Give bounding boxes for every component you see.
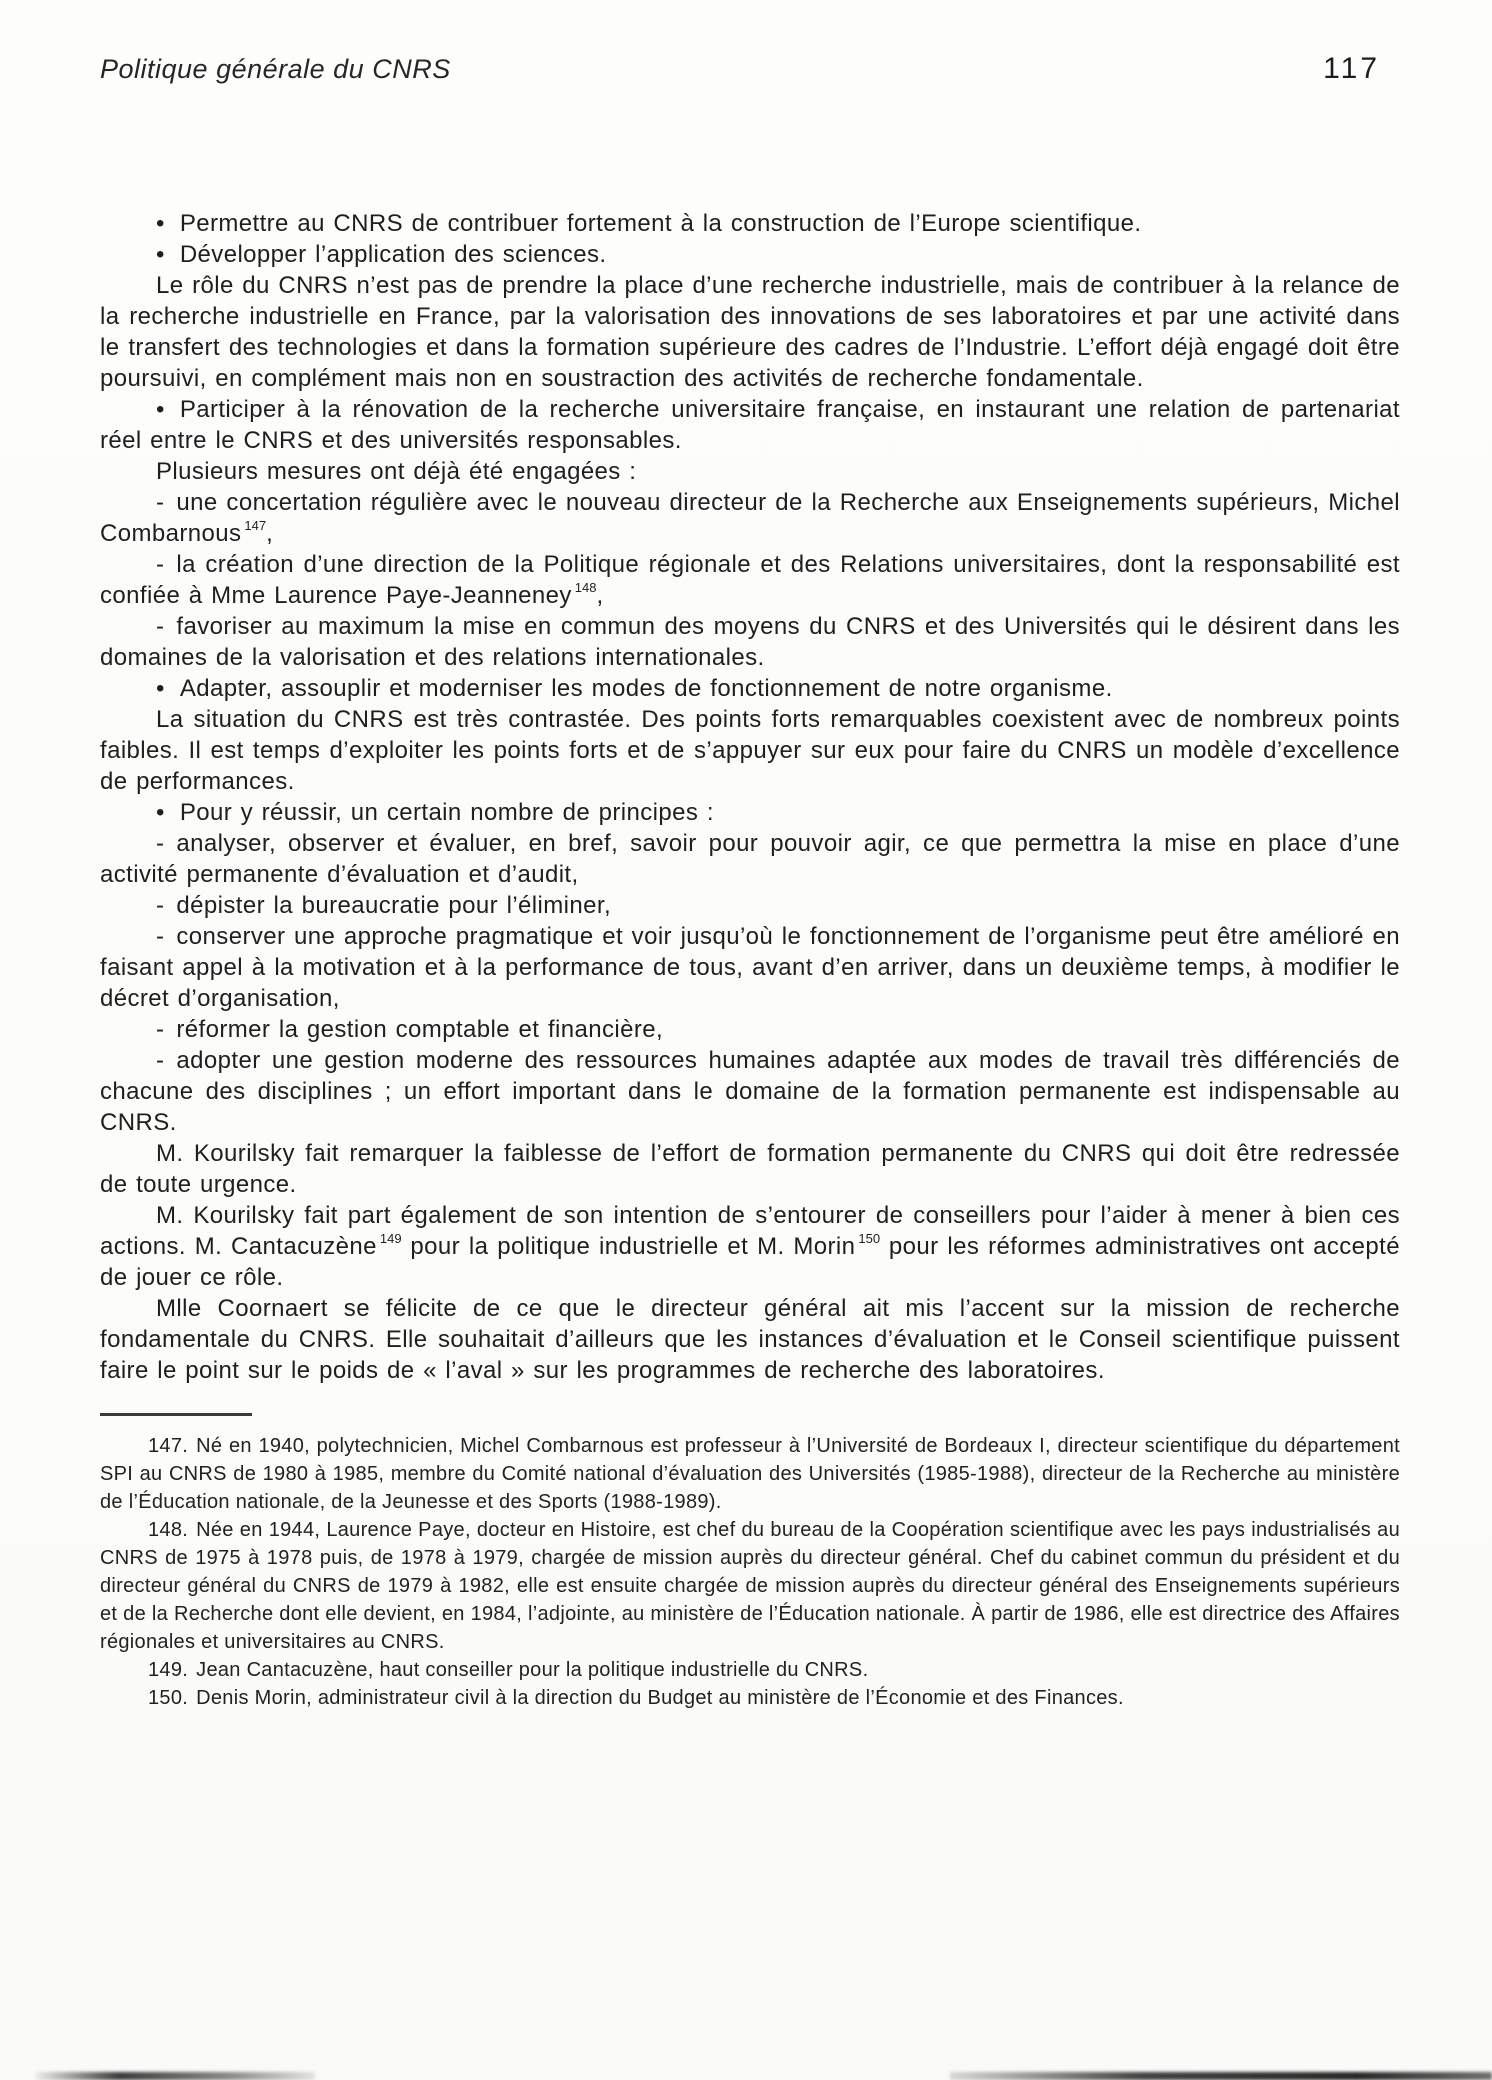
footnotes	[100, 1432, 1400, 1712]
footnote-ref: 148	[574, 580, 597, 595]
text-run: ,	[266, 520, 274, 547]
paragraph	[100, 797, 1400, 828]
text-run: favoriser au maximum la mise en commun des moyens du CNRS et des Universités qui le désirent dans les domaines de la valorisation et des relations internationales.	[100, 613, 1400, 671]
paragraph	[100, 270, 1400, 394]
footnote-text: Denis Morin, administrateur civil à la direction du Budget au ministère de l’Économie et des Finances.	[196, 1687, 1124, 1709]
bullet-marker: •	[156, 241, 165, 268]
text-run: ,	[596, 582, 604, 609]
body-text	[100, 208, 1400, 1386]
paragraph	[100, 456, 1400, 487]
footnote-ref: 147	[244, 518, 267, 533]
footnote	[100, 1432, 1400, 1516]
footnote	[100, 1516, 1400, 1656]
bullet-marker: •	[156, 799, 165, 826]
footnote-text: Jean Cantacuzène, haut conseiller pour la politique industrielle du CNRS.	[196, 1659, 869, 1681]
paragraph	[100, 487, 1400, 549]
text-run: adopter une gestion moderne des ressources humaines adaptée aux modes de travail très différenciés de chacune des disciplines ; un effort important dans le domaine de la formation permanente est indispensable au CNRS.	[100, 1047, 1400, 1136]
paragraph	[100, 1138, 1400, 1200]
bullet-marker: •	[156, 396, 165, 423]
paragraph	[100, 828, 1400, 890]
scan-artifact-bottom-left	[35, 2072, 315, 2080]
paragraph	[100, 1293, 1400, 1386]
text-run: une concertation régulière avec le nouveau directeur de la Recherche aux Enseignements supérieurs, Michel Combarnous	[100, 489, 1400, 547]
footnote-text: Née en 1944, Laurence Paye, docteur en Histoire, est chef du bureau de la Coopération scientifique avec les pays industrialisés au CNRS de 1975 à 1978 puis, de 1978 à 1979, chargée de mission auprès du directeur général. Chef du cabinet commun du président et du directeur général du CNRS de 1979 à 1982, elle est ensuite chargée de mission auprès du directeur général des Enseignements supérieurs et de la Recherche dont elle devient, en 1984, l’adjointe, au ministère de l’Éducation nationale. À partir de 1986, elle est directrice des Affaires régionales et universitaires au CNRS.	[100, 1519, 1400, 1653]
dash-marker: -	[156, 489, 165, 516]
footnote	[100, 1656, 1400, 1684]
footnote-number: 149.	[148, 1659, 189, 1681]
dash-marker: -	[156, 1016, 165, 1043]
paragraph	[100, 1014, 1400, 1045]
dash-marker: -	[156, 551, 165, 578]
bullet-marker: •	[156, 675, 165, 702]
paragraph	[100, 549, 1400, 611]
dash-marker: -	[156, 923, 165, 950]
text-run: Développer l’application des sciences.	[179, 241, 607, 268]
text-run: analyser, observer et évaluer, en bref, savoir pour pouvoir agir, ce que permettra la mise en place d’une activité permanente d’évaluation et d’audit,	[100, 830, 1400, 888]
dash-marker: -	[156, 830, 165, 857]
paragraph	[100, 890, 1400, 921]
text-run: Plusieurs mesures ont déjà été engagées :	[156, 458, 637, 485]
paragraph	[100, 1200, 1400, 1293]
text-run: Permettre au CNRS de contribuer fortement à la construction de l’Europe scientifique.	[179, 210, 1142, 237]
text-run: M. Kourilsky fait part également de son intention de s’entourer de conseillers pour l’aider à mener à bien ces actions. M. Cantacuzène	[100, 1202, 1400, 1260]
paragraph	[100, 1045, 1400, 1138]
paragraph	[100, 239, 1400, 270]
paragraph	[100, 673, 1400, 704]
text-run: Mlle Coornaert se félicite de ce que le directeur général ait mis l’accent sur la mission de recherche fondamentale du CNRS. Elle souhaitait d’ailleurs que les instances d’évaluation et le Conseil scientifique puissent faire le point sur le poids de « l’aval » sur les programmes de recherche des laboratoires.	[100, 1295, 1400, 1384]
text-run: réformer la gestion comptable et financière,	[176, 1016, 664, 1043]
footnote-number: 147.	[148, 1435, 189, 1457]
text-run: La situation du CNRS est très contrastée. Des points forts remarquables coexistent avec de nombreux points faibles. Il est temps d’exploiter les points forts et de s’appuyer sur eux pour faire du CNRS un modèle d’excellence de performances.	[100, 706, 1400, 795]
paragraph	[100, 611, 1400, 673]
text-run: Participer à la rénovation de la recherche universitaire française, en instaurant une relation de partenariat réel entre le CNRS et des universités responsables.	[100, 396, 1400, 454]
footnote-ref: 149	[379, 1231, 402, 1246]
dash-marker: -	[156, 613, 165, 640]
dash-marker: -	[156, 1047, 165, 1074]
text-run: conserver une approche pragmatique et voir jusqu’où le fonctionnement de l’organisme peut être amélioré en faisant appel à la motivation et à la performance de tous, avant d’en arriver, dans un deuxième temps, à modifier le décret d’organisation,	[100, 923, 1400, 1012]
text-run: M. Kourilsky fait remarquer la faiblesse de l’effort de formation permanente du CNRS qui doit être redressée de toute urgence.	[100, 1140, 1400, 1198]
dash-marker: -	[156, 892, 165, 919]
text-run: pour la politique industrielle et M. Morin	[401, 1233, 856, 1260]
paragraph	[100, 921, 1400, 1014]
paragraph	[100, 704, 1400, 797]
paragraph	[100, 394, 1400, 456]
page-header	[100, 52, 1400, 86]
page-number: 117	[1323, 52, 1380, 85]
running-title: Politique générale du CNRS	[100, 54, 451, 84]
bullet-marker: •	[156, 210, 165, 237]
paragraph	[100, 208, 1400, 239]
text-run: pour les réformes administratives ont accepté de jouer ce rôle.	[100, 1233, 1400, 1291]
text-run: dépister la bureaucratie pour l’éliminer,	[176, 892, 612, 919]
text-run: Le rôle du CNRS n’est pas de prendre la place d’une recherche industrielle, mais de contribuer à la relance de la recherche industrielle en France, par la valorisation des innovations de ses laboratoires et par une activité dans le transfert des technologies et dans la formation supérieure des cadres de l’Industrie. L’effort déjà engagé doit être poursuivi, en complément mais non en soustraction des activités de recherche fondamentale.	[100, 272, 1400, 392]
footnote-number: 148.	[148, 1519, 189, 1541]
footnote-separator	[100, 1413, 252, 1416]
text-run: Adapter, assouplir et moderniser les modes de fonctionnement de notre organisme.	[179, 675, 1113, 702]
footnote-number: 150.	[148, 1687, 189, 1709]
footnote-ref: 150	[858, 1231, 881, 1246]
text-run: la création d’une direction de la Politique régionale et des Relations universitaires, dont la responsabilité est confiée à Mme Laurence Paye-Jeanneney	[100, 551, 1400, 609]
scan-artifact-bottom-right	[950, 2072, 1492, 2080]
footnote-text: Né en 1940, polytechnicien, Michel Combarnous est professeur à l’Université de Bordeaux I, directeur scientifique du département SPI au CNRS de 1980 à 1985, membre du Comité national d’évaluation des Universités (1985-1988), directeur de la Recherche au ministère de l’Éducation nationale, de la Jeunesse et des Sports (1988-1989).	[100, 1435, 1400, 1513]
text-run: Pour y réussir, un certain nombre de principes :	[179, 799, 714, 826]
footnote	[100, 1684, 1400, 1712]
